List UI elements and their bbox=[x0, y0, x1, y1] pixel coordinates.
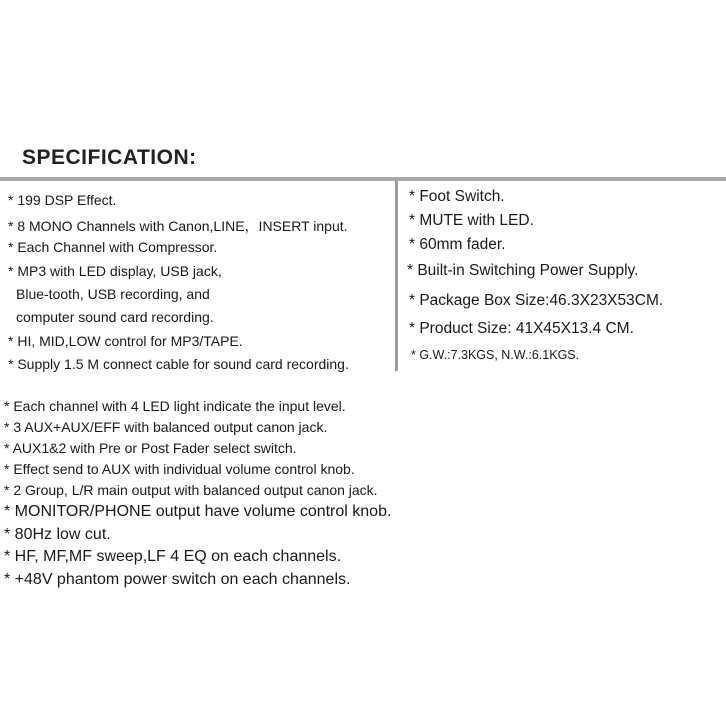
spec-item: * 60mm fader. bbox=[409, 236, 506, 253]
spec-item: * Supply 1.5 M connect cable for sound card recording. bbox=[8, 356, 349, 372]
page-title: SPECIFICATION: bbox=[22, 146, 197, 169]
spec-item: * 80Hz low cut. bbox=[4, 526, 111, 543]
spec-item: * 199 DSP Effect. bbox=[8, 192, 117, 208]
spec-item: * +48V phantom power switch on each channels. bbox=[4, 571, 351, 588]
spec-item: * Built-in Switching Power Supply. bbox=[407, 262, 639, 279]
spec-item: * HI, MID,LOW control for MP3/TAPE. bbox=[8, 333, 243, 349]
spec-item: * HF, MF,MF sweep,LF 4 EQ on each channels. bbox=[4, 548, 342, 565]
spec-item: * Each Channel with Compressor. bbox=[8, 239, 218, 255]
spec-item: * G.W.:7.3KGS, N.W.:6.1KGS. bbox=[411, 348, 580, 362]
spec-item: * 2 Group, L/R main output with balanced output canon jack. bbox=[4, 482, 378, 498]
spec-item: * MONITOR/PHONE output have volume control knob. bbox=[4, 503, 392, 520]
spec-item: * MUTE with LED. bbox=[409, 212, 534, 229]
spec-item: * Foot Switch. bbox=[409, 188, 505, 205]
spec-item: Blue-tooth, USB recording, and bbox=[16, 286, 210, 302]
spec-item: * AUX1&2 with Pre or Post Fader select switch. bbox=[4, 440, 297, 456]
spec-item: * MP3 with LED display, USB jack, bbox=[8, 263, 222, 279]
spec-item: * 8 MONO Channels with Canon,LINE，INSERT input. bbox=[8, 218, 348, 234]
title-divider bbox=[0, 177, 726, 181]
spec-item: * Effect send to AUX with individual volume control knob. bbox=[4, 461, 355, 477]
column-divider bbox=[395, 181, 398, 371]
spec-item: computer sound card recording. bbox=[16, 309, 214, 325]
spec-item: * Each channel with 4 LED light indicate the input level. bbox=[4, 398, 346, 414]
spec-item: * Product Size: 41X45X13.4 CM. bbox=[409, 320, 634, 337]
spec-item: * 3 AUX+AUX/EFF with balanced output canon jack. bbox=[4, 419, 328, 435]
spec-item: * Package Box Size:46.3X23X53CM. bbox=[409, 292, 664, 309]
